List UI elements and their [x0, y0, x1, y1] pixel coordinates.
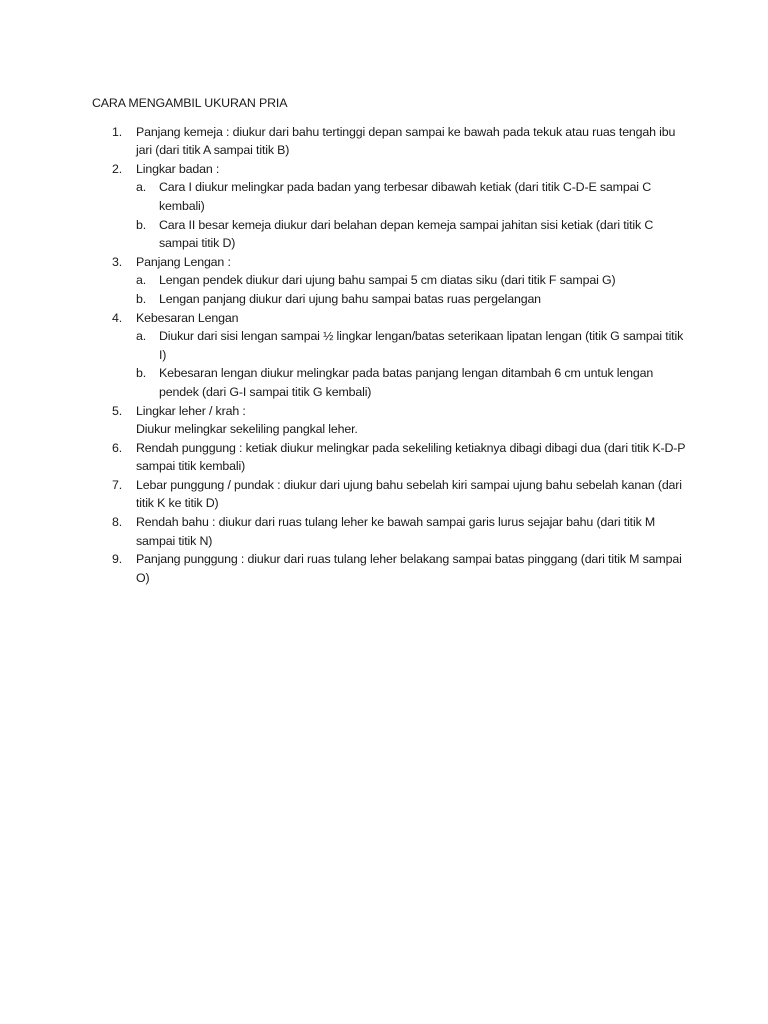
list-item: [92, 402, 692, 439]
sub-item-text: Lengan pendek diukur dari ujung bahu sampai 5 cm diatas siku (dari titik F sampai G): [159, 273, 616, 288]
list-item: [92, 513, 692, 550]
sub-item-text: Lengan panjang diukur dari ujung bahu sampai batas ruas pergelangan: [159, 291, 541, 306]
list-item: [92, 309, 692, 402]
item-text: Lingkar leher / krah :: [136, 403, 246, 418]
sub-item-letter: b.: [136, 366, 147, 381]
sub-list: [136, 271, 692, 308]
item-number: 7.: [112, 477, 123, 492]
sub-list-item: [136, 271, 692, 290]
sub-item-letter: a.: [136, 273, 147, 288]
sub-item-text: Cara II besar kemeja diukur dari belahan depan kemeja sampai jahitan sisi ketiak (dari titik C sampai titik D): [159, 217, 654, 251]
measurement-list: [92, 123, 692, 588]
item-number: 9.: [112, 552, 123, 567]
item-number: 3.: [112, 254, 123, 269]
list-item: [92, 439, 692, 476]
item-number: 4.: [112, 310, 123, 325]
item-text: Rendah punggung : ketiak diukur melingkar pada sekeliling ketiaknya dibagi dibagi dua (dari titik K-D-P sampai titik kembali): [136, 440, 686, 474]
item-note: Diukur melingkar sekeliling pangkal leher.: [136, 422, 358, 437]
list-item: [92, 253, 692, 309]
item-number: 5.: [112, 403, 123, 418]
sub-list-item: [136, 290, 692, 309]
item-text: Panjang kemeja : diukur dari bahu tertinggi depan sampai ke bawah pada tekuk atau ruas tengah ibu jari (dari titik A sampai titik B): [136, 124, 676, 158]
sub-list-item: [136, 216, 692, 253]
sub-list-item: [136, 178, 692, 215]
document-title: CARA MENGAMBIL UKURAN PRIA: [92, 96, 288, 110]
item-number: 2.: [112, 161, 123, 176]
sub-list: [136, 327, 692, 401]
item-text: Lingkar badan :: [136, 161, 220, 176]
item-text: Kebesaran Lengan: [136, 310, 239, 325]
item-text: Panjang punggung : diukur dari ruas tulang leher belakang sampai batas pinggang (dari titik M sampai O): [136, 552, 682, 585]
list-item: [92, 123, 692, 160]
sub-item-letter: a.: [136, 329, 147, 344]
sub-item-letter: a.: [136, 180, 147, 195]
item-text: Panjang Lengan :: [136, 254, 231, 269]
item-number: 1.: [112, 124, 123, 139]
sub-item-text: Cara I diukur melingkar pada badan yang terbesar dibawah ketiak (dari titik C-D-E sampai C kembali): [159, 180, 651, 213]
item-number: 8.: [112, 515, 123, 530]
item-number: 6.: [112, 440, 123, 455]
list-item: [92, 550, 692, 587]
sub-item-letter: b.: [136, 291, 147, 306]
sub-item-letter: b.: [136, 217, 147, 232]
sub-item-text: Diukur dari sisi lengan sampai ½ lingkar lengan/batas seterikaan lipatan lengan (titik G sampai titik I): [159, 329, 684, 362]
sub-item-text: Kebesaran lengan diukur melingkar pada batas panjang lengan ditambah 6 cm untuk lengan pendek (dari G-I sampai titik G kembali): [159, 366, 654, 399]
list-item: [92, 476, 692, 513]
document-body: [92, 94, 692, 587]
sub-list: [136, 178, 692, 252]
sub-list-item: [136, 327, 692, 364]
item-text: Lebar punggung / pundak : diukur dari ujung bahu sebelah kiri sampai ujung bahu sebelah kanan (dari titik K ke titik D): [136, 477, 682, 511]
sub-list-item: [136, 364, 692, 401]
item-text: Rendah bahu : diukur dari ruas tulang leher ke bawah sampai garis lurus sejajar bahu (dari titik M sampai titik N): [136, 515, 656, 548]
list-item: [92, 160, 692, 253]
